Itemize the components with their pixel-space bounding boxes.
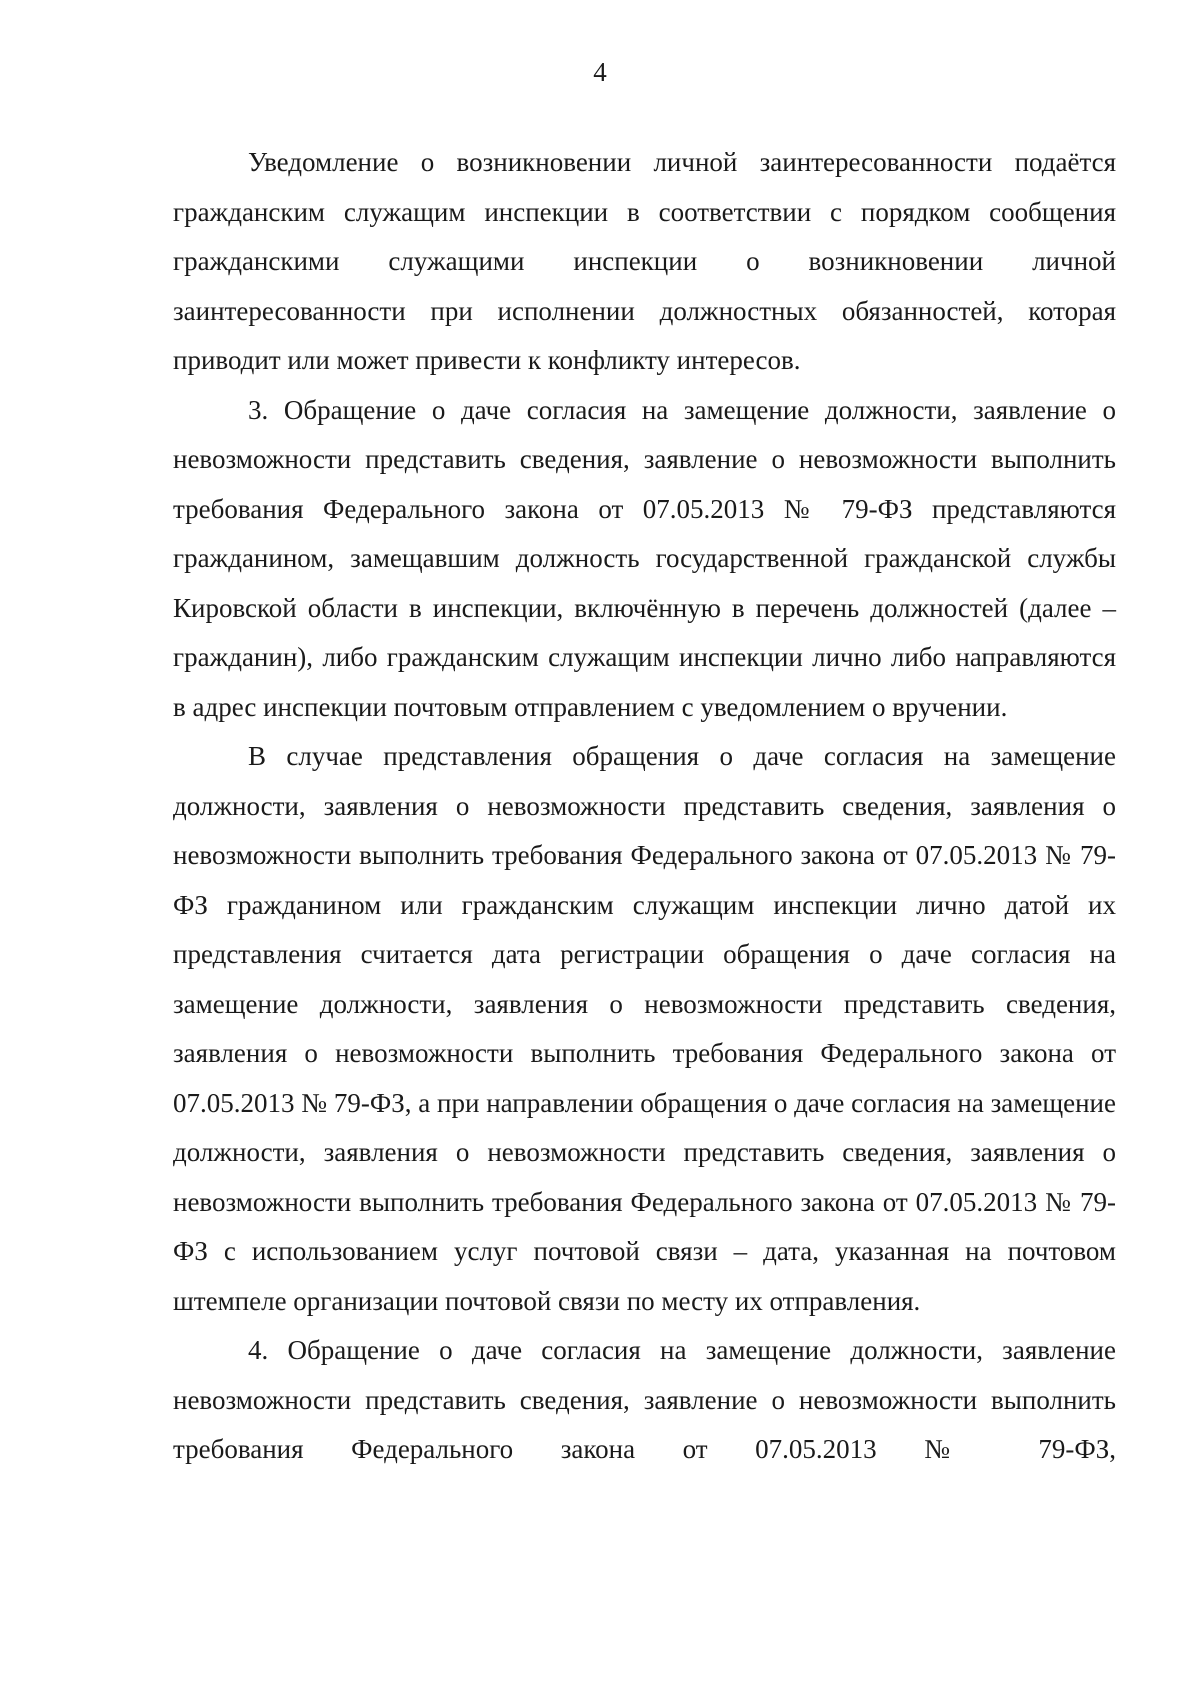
- document-body: [173, 138, 1116, 1475]
- paragraph-submission-date: В случае представления обращения о даче согласия на замещение должности, заявления о невозможности представить сведения, заявления о невозможности выполнить требования Федерального закона от 07.05.2013 № 79-ФЗ гражданином или гражданским служащим инспекции лично датой их представления считается дата регистрации обращения о даче согласия на замещение должности, заявления о невозможности представить сведения, заявления о невозможности выполнить требования Федерального закона от 07.05.2013 № 79-ФЗ, а при направлении обращения о даче согласия на замещение должности, заявления о невозможности представить сведения, заявления о невозможности выполнить требования Федерального закона от 07.05.2013 № 79-ФЗ с использованием услуг почтовой связи – дата, указанная на почтовом штемпеле организации почтовой связи по месту их отправления.: [173, 741, 1116, 1316]
- paragraph-item-3: 3. Обращение о даче согласия на замещение должности, заявление о невозможности представить сведения, заявление о невозможности выполнить требования Федерального закона от 07.05.2013 № 79-ФЗ представляются гражданином, замещавшим должность государственной гражданской службы Кировской области в инспекции, включённую в перечень должностей (далее – гражданин), либо гражданским служащим инспекции лично либо направляются в адрес инспекции почтовым отправлением с уведомлением о вручении.: [173, 394, 1116, 722]
- paragraph-notification: Уведомление о возникновении личной заинтересованности подаётся гражданским служащим инспекции в соответствии с порядком сообщения гражданскими служащими инспекции о возникновении личной заинтересованности при исполнении должностных обязанностей, которая приводит или может привести к конфликту интересов.: [173, 147, 1116, 375]
- page-number: 4: [593, 57, 607, 87]
- paragraph-item-4: 4. Обращение о даче согласия на замещение должности, заявление невозможности представить сведения, заявление о невозможности выполнить требования Федерального закона от 07.05.2013 № 79-ФЗ,: [173, 1335, 1116, 1464]
